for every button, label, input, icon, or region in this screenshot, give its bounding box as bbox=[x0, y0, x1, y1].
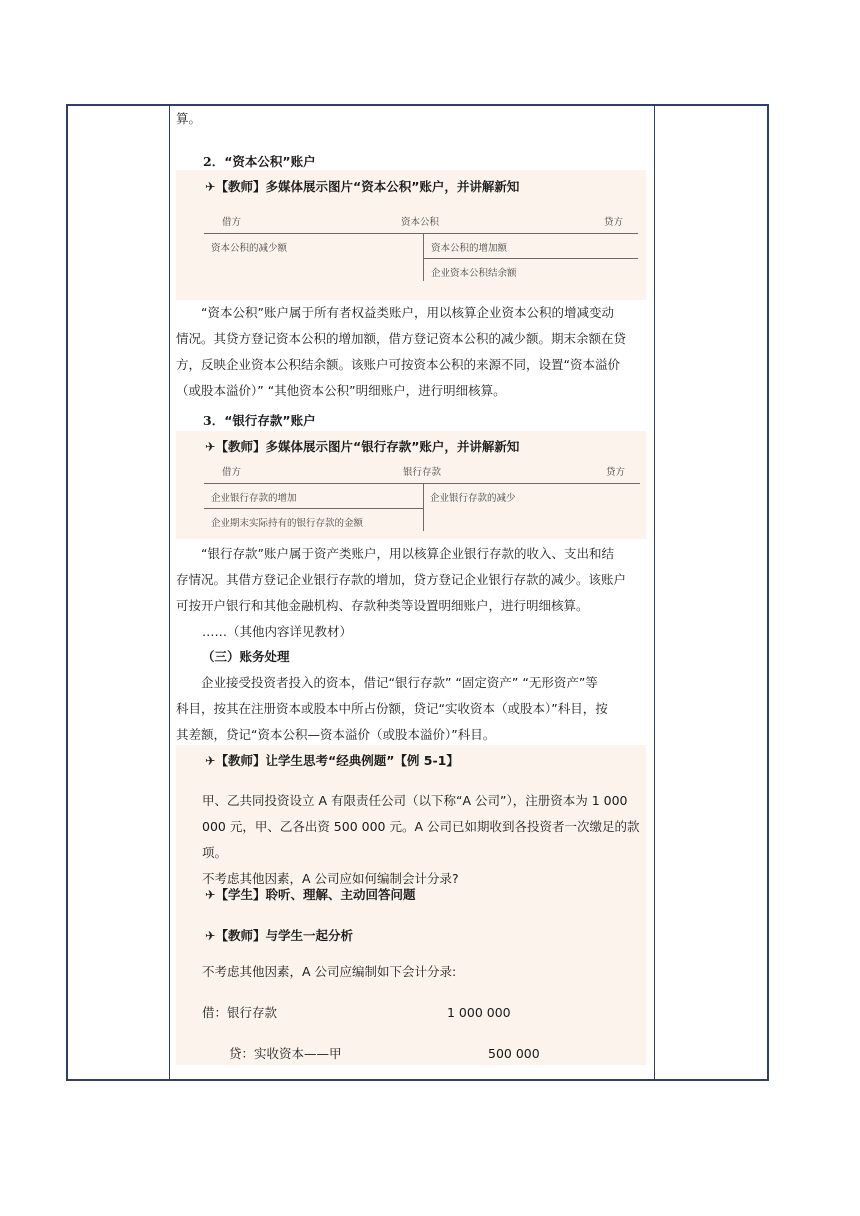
t-account-balance-rule bbox=[204, 508, 423, 509]
t-account-balance-entry: 企业资本公积结余额 bbox=[431, 268, 517, 279]
teacher-note: ✈【教师】多媒体展示图片“银行存款”账户，并讲解新知 bbox=[205, 439, 520, 454]
journal-debit-amount: 1 000 000 bbox=[447, 1005, 511, 1020]
student-note: ✈【学生】聆听、理解、主动回答问题 bbox=[205, 887, 416, 902]
t-account-left-entry: 企业银行存款的增加 bbox=[211, 493, 297, 504]
section-number: 2． bbox=[203, 154, 225, 169]
text-line: 甲、乙共同投资设立 A 有限责任公司（以下称“A 公司”），注册资本为 1 000 bbox=[202, 793, 628, 808]
t-account-balance-entry: 企业期末实际持有的银行存款的金额 bbox=[211, 518, 364, 529]
t-account-debit-label: 借方 bbox=[222, 467, 242, 478]
section-title: “银行存款”账户 bbox=[224, 413, 316, 428]
text-line: 方，反映企业资本公积结余额。该账户可按资本公积的来源不同，设置“资本溢价 bbox=[176, 357, 620, 372]
text-line: 企业接受投资者投入的资本，借记“银行存款” “固定资产” “无形资产”等 bbox=[201, 675, 598, 690]
journal-credit-label: 贷：实收资本——甲 bbox=[229, 1046, 342, 1061]
t-account-debit-label: 借方 bbox=[222, 217, 242, 228]
text-line: 不考虑其他因素，A 公司应如何编制会计分录? bbox=[202, 871, 459, 886]
text-line: （或股本溢价）” “其他资本公积”明细账户，进行明细核算。 bbox=[176, 383, 506, 398]
t-account-title: 资本公积 bbox=[401, 217, 440, 228]
column-divider-right bbox=[654, 106, 655, 1079]
t-account-left-entry: 资本公积的减少额 bbox=[211, 243, 288, 254]
t-account-right-entry: 资本公积的增加额 bbox=[431, 243, 508, 254]
t-account-top-rule bbox=[204, 233, 638, 234]
text-line: 其差额，贷记“资本公积—资本溢价（或股本溢价）”科目。 bbox=[176, 727, 496, 742]
t-account-right-entry: 企业银行存款的减少 bbox=[430, 493, 516, 504]
text-line: 000 元，甲、乙各出资 500 000 元。A 公司已如期收到各投资者一次缴足的款项。 bbox=[202, 819, 640, 860]
text-line: “银行存款”账户属于资产类账户，用以核算企业银行存款的收入、支出和结 bbox=[201, 546, 614, 561]
t-account-top-rule bbox=[204, 483, 640, 484]
t-account-center-rule bbox=[423, 233, 424, 281]
paragraph-capital-reserve bbox=[176, 300, 646, 404]
text-line: 存情况。其借方登记企业银行存款的增加，贷方登记企业银行存款的减少。该账户 bbox=[176, 572, 627, 587]
teacher-note: ✈【教师】多媒体展示图片“资本公积”账户，并讲解新知 bbox=[205, 179, 520, 194]
text-line: “资本公积”账户属于所有者权益类账户，用以核算企业资本公积的增减变动 bbox=[201, 305, 614, 320]
section-number: 3． bbox=[203, 413, 225, 428]
journal-debit-label: 借：银行存款 bbox=[202, 1005, 278, 1020]
section-title: “资本公积”账户 bbox=[224, 154, 316, 169]
t-account-credit-label: 贷方 bbox=[606, 467, 626, 478]
t-account-balance-rule bbox=[423, 258, 638, 259]
ellipsis-note: ……（其他内容详见教材） bbox=[202, 624, 353, 639]
t-account-credit-label: 贷方 bbox=[604, 217, 624, 228]
section-heading bbox=[203, 152, 316, 170]
t-account-center-rule bbox=[423, 483, 424, 531]
section-heading bbox=[203, 411, 316, 429]
text-line: 情况。其贷方登记资本公积的增加额，借方登记资本公积的减少额。期末余额在贷 bbox=[176, 331, 627, 346]
subsection-heading: （三）账务处理 bbox=[202, 649, 290, 664]
paragraph-accounting bbox=[176, 670, 646, 748]
analysis-text: 不考虑其他因素，A 公司应编制如下会计分录: bbox=[202, 964, 457, 979]
text-line: 可按开户银行和其他金融机构、存款种类等设置明细账户，进行明细核算。 bbox=[176, 598, 589, 613]
column-divider-left bbox=[169, 106, 170, 1079]
teacher-note: ✈【教师】与学生一起分析 bbox=[205, 928, 353, 943]
paragraph-bank-deposit bbox=[176, 541, 646, 619]
example-problem bbox=[202, 788, 642, 892]
teacher-note: ✈【教师】让学生思考“经典例题”【例 5-1】 bbox=[205, 753, 459, 768]
journal-credit-amount: 500 000 bbox=[488, 1046, 540, 1061]
t-account-title: 银行存款 bbox=[403, 467, 442, 478]
text-line: 科目，按其在注册资本或股本中所占份额，贷记“实收资本（或股本）”科目，按 bbox=[176, 701, 608, 716]
text-line: 算。 bbox=[176, 111, 202, 126]
